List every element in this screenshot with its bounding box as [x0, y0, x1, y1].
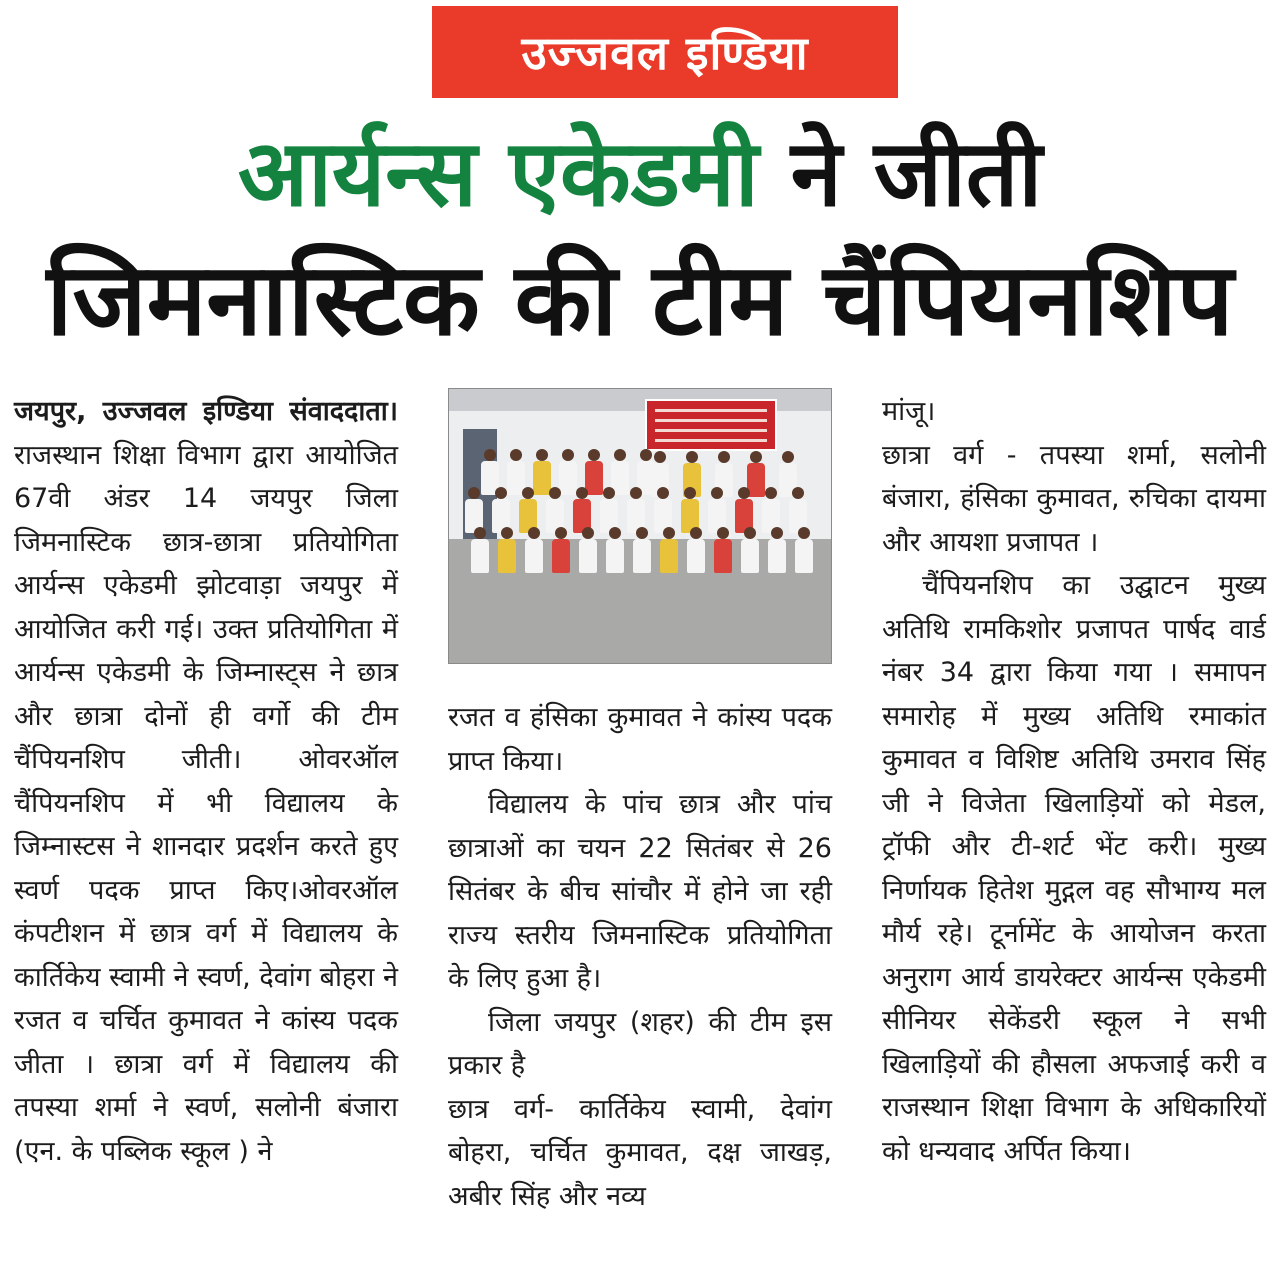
headline-green-text: आर्यन्स एकेडमी — [237, 120, 759, 227]
photo-person — [496, 527, 518, 573]
article-paragraph: रजत व हंसिका कुमावत ने कांस्य पदक प्राप्त किया। — [448, 702, 832, 777]
article-column-2 — [448, 696, 832, 1218]
masthead-title: उज्जवल इण्डिया — [521, 26, 809, 80]
team-group-photo — [448, 388, 832, 664]
photo-people-group — [459, 449, 819, 589]
article-column-1 — [14, 390, 398, 1173]
article-paragraph: छात्रा वर्ग - तपस्या शर्मा, सलोनी बंजारा, हंसिका कुमावत, रुचिका दायमा और आयशा प्रजापत । — [882, 439, 1266, 558]
photo-person — [604, 527, 626, 573]
photo-person — [469, 527, 491, 573]
article-paragraph: छात्र वर्ग- कार्तिकेय स्वामी, देवांग बोहरा, चर्चित कुमावत, दक्ष जाखड़, अबीर सिंह और नव्य — [448, 1093, 832, 1212]
photo-person — [793, 527, 815, 573]
photo-person — [658, 527, 680, 573]
photo-person — [712, 527, 734, 573]
headline-line-2: जिमनास्टिक की टीम चैंपियनशिप — [46, 241, 1234, 358]
article-paragraph: विद्यालय के पांच छात्र और पांच छात्राओं का चयन 22 सितंबर से 26 सितंबर के बीच सांचौर में होने जा रही राज्य स्तरीय जिमनास्टिक प्रतियोगिता के लिए हुआ है। — [448, 789, 832, 994]
photo-person — [550, 527, 572, 573]
article-text: राजस्थान शिक्षा विभाग द्वारा आयोजित 67वी अंडर 14 जयपुर जिला जिमनास्टिक छात्र-छात्रा प्रतियोगिता आर्यन्स एकेडमी झोटवाड़ा जयपुर में आयोजित करी गई। उक्त प्रतियोगिता में आर्यन्स एकेडमी के जिम्नास्ट्स ने छात्र और छात्रा दोनों ही वर्गो की टीम चैंपियनशिप जीती। ओवरऑल चैंपियनशिप में भी विद्यालय के जिम्नास्टस ने शानदार प्रदर्शन करते हुए स्वर्ण पदक प्राप्त किए।ओवरऑल कंपटीशन में छात्र वर्ग में विद्यालय के कार्तिकेय स्वामी ने स्वर्ण, देवांग बोहरा ने रजत व चर्चित कुमावत ने कांस्य पदक जीता । छात्रा वर्ग में विद्यालय की तपस्या शर्मा ने स्वर्ण, सलोनी बंजारा (एन. के पब्लिक स्कूल ) ने — [14, 439, 398, 1167]
photo-person — [739, 527, 761, 573]
photo-banner — [645, 399, 777, 451]
article-paragraph — [14, 390, 398, 1173]
dateline: जयपुर, उज्जवल इण्डिया संवाददाता। — [14, 396, 398, 427]
photo-person — [685, 527, 707, 573]
article-paragraph: जिला जयपुर (शहर) की टीम इस प्रकार है — [448, 1006, 832, 1081]
photo-person — [631, 527, 653, 573]
headline-line-1 — [0, 120, 1280, 227]
photo-person — [766, 527, 788, 573]
photo-person — [523, 527, 545, 573]
article-column-3 — [882, 390, 1266, 1173]
article-paragraph: चैंपियनशिप का उद्घाटन मुख्य अतिथि रामकिशोर प्रजापत पार्षद वार्ड नंबर 34 द्वारा किया गया । समापन समारोह में मुख्य अतिथि रमाकांत कुमावत व विशिष्ट अतिथि उमराव सिंह जी ने विजेता खिलाड़ियों को मेडल, ट्रॉफी और टी-शर्ट भेंट करी। मुख्य निर्णायक हितेश मुद्गल वह सौभाग्य मल मौर्य रहे। टूर्नामेंट के आयोजन करता अनुराग आर्य डायरेक्टर आर्यन्स एकेडमी सीनियर सेकेंडरी स्कूल ने सभी खिलाड़ियों की हौसला अफजाई करी व राजस्थान शिक्षा विभाग के अधिकारियों को धन्यवाद अर्पित किया। — [882, 570, 1266, 1167]
headline-black-text: ने जीती — [790, 120, 1043, 227]
article-paragraph: मांजू। — [882, 396, 936, 427]
masthead-banner — [432, 6, 898, 98]
photo-person — [577, 527, 599, 573]
